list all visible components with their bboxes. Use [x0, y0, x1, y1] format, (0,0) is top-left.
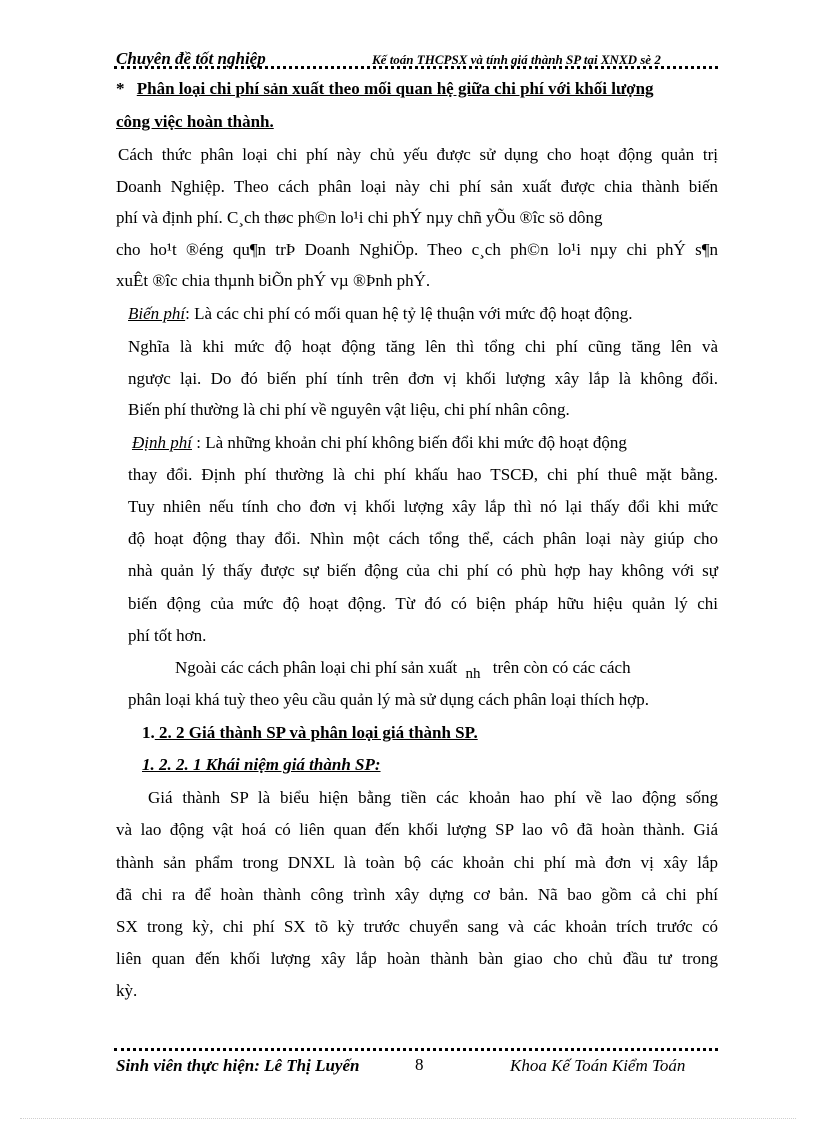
header-title: Chuyên đề tốt nghiệp — [116, 49, 266, 68]
term-dinh-phi: Định phí — [132, 433, 192, 452]
heading-1-2-2-1: 1. 2. 2. 1 Khái niệm giá thành SP: — [142, 755, 381, 774]
footer-author: Sinh viên thực hiện: Lê Thị Luyến — [116, 1056, 360, 1075]
paragraph-line: Ngoài các cách phân loại chi phí sản xuất nh trên còn có các cách — [175, 658, 631, 682]
paragraph-line: đã chi ra để hoàn thành công trình xây dựng cơ bản. Nã bao gồm cả chi phí — [116, 885, 718, 904]
section-bullet: * — [116, 79, 125, 98]
footer-department: Khoa Kế Toán Kiểm Toán — [510, 1056, 686, 1075]
paragraph-line: Cách thức phân loại chi phí này chủ yếu được sử dụng cho hoạt động quản trị — [118, 145, 718, 164]
paragraph-line: phí và định phí. C¸ch thøc ph©n lo¹i chi phÝ nµy chñ yÕu ®îc sö dông — [116, 208, 603, 227]
page-number: 8 — [415, 1055, 424, 1074]
term-bien-phi: Biến phí — [128, 304, 186, 323]
page-bottom-border — [20, 1118, 796, 1119]
paragraph-line: Biến phí: Là các chi phí có mối quan hệ tỷ lệ thuận với mức độ hoạt động. — [128, 304, 633, 323]
section-heading-line2: công việc hoàn thành. — [116, 112, 274, 131]
section-heading-text: Phân loại chi phí sản xuất theo mối quan hệ giữa chi phí với khối lượng — [136, 79, 654, 98]
paragraph-line: phân loại khá tuỳ theo yêu cầu quản lý mà sử dụng cách phân loại thích hợp. — [128, 690, 649, 709]
paragraph-line: SX trong kỳ, chi phí SX tõ kỳ trước chuyển sang và các khoản trích trước có — [116, 917, 718, 936]
paragraph-line: biến động của mức độ hoạt động. Từ đó có biện pháp hữu hiệu quản lý chi — [128, 594, 718, 613]
paragraph-line: nhà quản lý thấy được sự biến động của chi phí có phù hợp hay không với sự — [128, 561, 718, 580]
paragraph-line: và lao động vật hoá có liên quan đến khối lượng SP lao vô đã hoàn thành. Giá — [116, 820, 718, 839]
paragraph-line: cho ho¹t ®éng qu¶n trÞ Doanh NghiÖp. Theo c¸ch ph©n lo¹i nµy chi phÝ s¶n — [116, 240, 718, 259]
paragraph-line: phí tốt hơn. — [128, 626, 207, 645]
header-subtitle: Kế toán THCPSX và tính giá thành SP tại XNXD sè 2 — [372, 52, 661, 67]
footer-divider — [114, 1048, 718, 1051]
paragraph-line: Biến phí thường là chi phí về nguyên vật liệu, chi phí nhân công. — [128, 400, 570, 419]
paragraph-line: xuÊt ®îc chia thµnh biÕn phÝ vµ ®Þnh phÝ. — [116, 271, 431, 290]
paragraph-line: liên quan đến khối lượng xây lắp hoàn thành bàn giao cho chủ đầu tư trong — [116, 949, 718, 968]
paragraph-line: Doanh Nghiệp. Theo cách phân loại này chi phí sản xuất được chia thành biến — [116, 177, 718, 196]
heading-1-2-2: 1. 2. 2 Giá thành SP và phân loại giá thành SP. — [142, 723, 478, 742]
paragraph-line: Tuy nhiên nếu tính cho đơn vị khối lượng xây lắp thì nó lại thấy đổi khi mức — [128, 497, 718, 516]
paragraph-line: Định phí : Là những khoản chi phí không biến đổi khi mức độ hoạt động — [132, 433, 627, 452]
paragraph-line: thay đổi. Định phí thường là chi phí khấu hao TSCĐ, chi phí thuê mặt bằng. — [128, 465, 718, 484]
paragraph-line: kỳ. — [116, 981, 138, 1000]
paragraph-line: thành sản phẩm trong DNXL là toàn bộ các khoản chi phí mà đơn vị xây lắp — [116, 853, 718, 872]
paragraph-line: Nghĩa là khi mức độ hoạt động tăng lên thì tổng chi phí cũng tăng lên và — [128, 337, 718, 356]
paragraph-line: ngược lại. Do đó biến phí tính trên đơn vị khối lượng xây lắp là không đổi. — [128, 369, 718, 388]
paragraph-line: độ hoạt động thay đổi. Nhìn một cách tổng thể, cách phân loại này giúp cho — [128, 529, 718, 548]
section-heading-line1 — [116, 79, 654, 99]
paragraph-line: Giá thành SP là biểu hiện bằng tiền các khoản hao phí về lao động sống — [148, 788, 718, 807]
header-divider — [114, 66, 718, 69]
